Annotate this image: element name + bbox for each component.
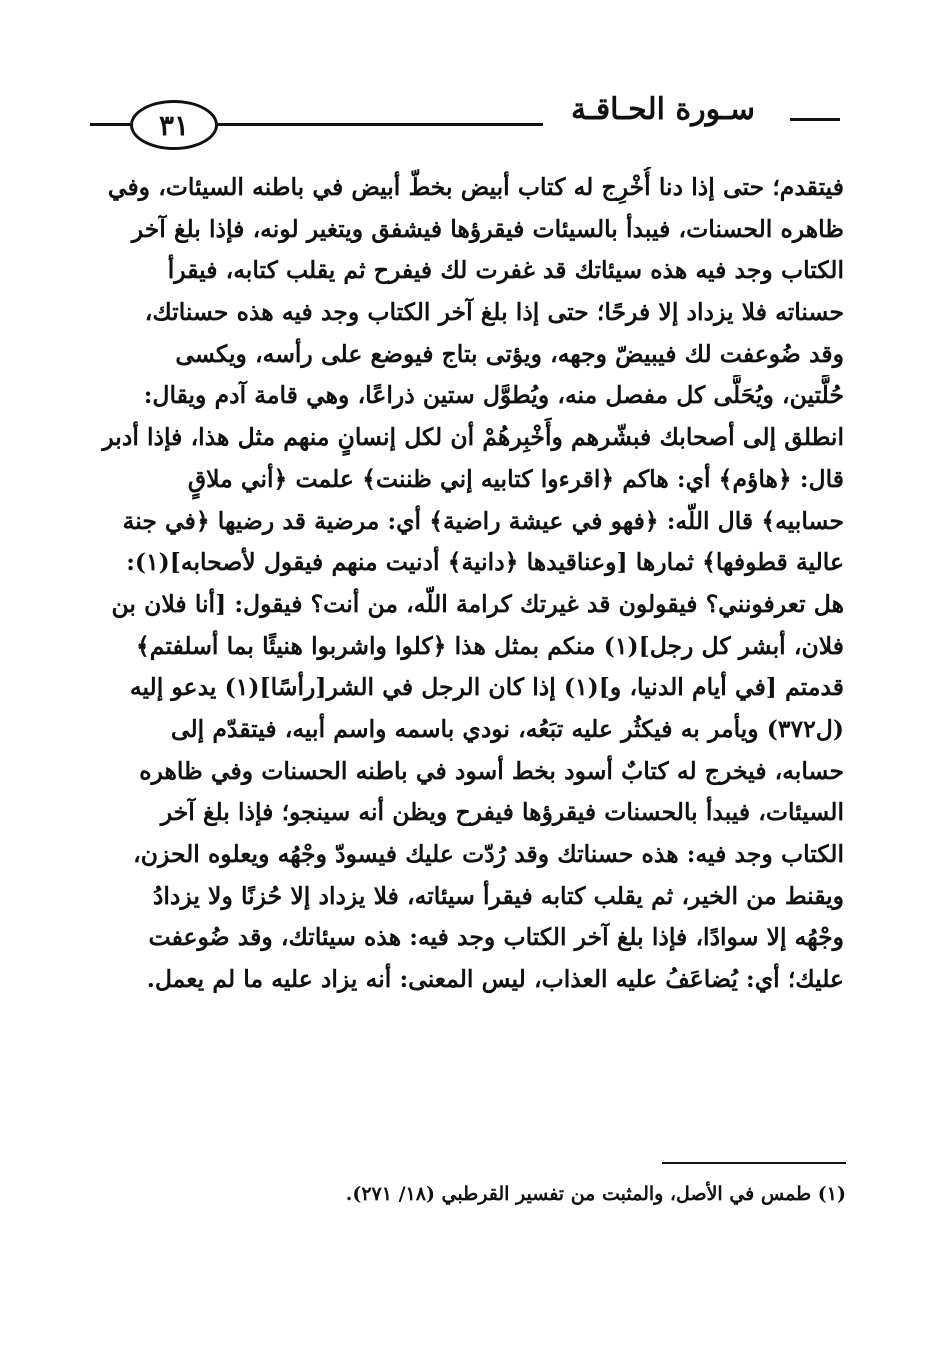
text-line: ويقنط من الخير، ثم يقلب كتابه فيقرأ سيئاته، فلا يزداد إلا حُزنًا ولا يزدادُ [152, 881, 844, 910]
text-line: ظاهره الحسنات، فيبدأ بالسيئات فيقرؤها فيشفق ويتغير لونه، فإذا بلغ آخر [131, 214, 844, 243]
surah-title: سـورة الحـاقـة [570, 92, 756, 127]
text-line: هل تعرفونني؟ فيقولون قد غيرتك كرامة اللّه، من أنت؟ فيقول: [أنا فلان بن [111, 589, 844, 618]
footnote-separator [662, 1162, 846, 1164]
text-line: فلان، أبشر كل رجل](١) منكم بمثل هذا ﴿كلوا واشربوا هنيئًا بما أسلفتم﴾ [136, 631, 844, 660]
footnote: (١) طمس في الأصل، والمثبت من تفسير القرطبي (١٨/ ٢٧١). [345, 1183, 846, 1205]
header-rule-right [790, 118, 840, 121]
text-line: قال: ﴿هاؤم﴾ أي: هاكم ﴿اقرءوا كتابيه إني ظننت﴾ علمت ﴿أني ملاقٍ [187, 464, 844, 493]
text-line: فيتقدم؛ حتى إذا دنا أُخْرِج له كتاب أبيض بخطّ أبيض في باطنه السيئات، وفي [107, 173, 844, 201]
text-line: وجْهُه إلا سوادًا، فإذا بلغ آخر الكتاب وجد فيه: هذه سيئاتك، وقد ضُوعفت [148, 923, 844, 952]
header-rule-left [90, 123, 130, 126]
text-line: الكتاب وجد فيه هذه سيئاتك قد غفرت لك فيفرح ثم يقلب كتابه، فيقرأ [167, 256, 844, 285]
text-line: عليك؛ أي: يُضاعَفُ عليه العذاب، ليس المعنى: أنه يزاد عليه ما لم يعمل. [146, 965, 844, 994]
text-line: السيئات، فيبدأ بالحسنات فيقرؤها فيفرح ويظن أنه سينجو؛ فإذا بلغ آخر [160, 798, 844, 827]
text-line: انطلق إلى أصحابك فبشّرهم وأَخْبِرهُمْ أن لكل إنسانٍ منهم مثل هذا، فإذا أدبر [102, 423, 844, 452]
page-number: ٣١ [130, 100, 218, 150]
body-text [92, 167, 844, 1001]
page-header [0, 0, 941, 170]
text-line: قدمتم [في أيام الدنيا، و](١) إذا كان الرجل في الشر[رأسًا](١) يدعو إليه [129, 673, 844, 702]
text-line: حسابه، فيخرج له كتابٌ أسود بخط أسود في باطنه الحسنات وفي ظاهره [139, 756, 844, 785]
text-line: عالية قطوفها﴾ ثمارها [وعناقيدها ﴿دانية﴾ أدنيت منهم فيقول لأصحابه](١): [126, 548, 844, 577]
text-line: وقد ضُوعفت لك فيبيضّ وجهه، ويؤتى بتاج فيوضع على رأسه، ويكسى [175, 339, 844, 368]
text-line: الكتاب وجد فيه: هذه حسناتك وقد رُدّت عليك فيسودّ وجْهُه ويعلوه الحزن، [133, 840, 844, 868]
text-line: حسابيه﴾ قال اللّه: ﴿فهو في عيشة راضية﴾ أي: مرضية قد رضيها ﴿في جنة [122, 506, 844, 535]
text-line: حسناته فلا يزداد إلا فرحًا؛ حتى إذا بلغ آخر الكتاب وجد فيه هذه حسناتك، [144, 298, 844, 327]
header-rule-middle [218, 123, 543, 126]
text-line: حُلَّتين، ويُحَلَّى كل مفصل منه، ويُطوَّل ستين ذراعًا، وهي قامة آدم ويقال: [143, 381, 844, 410]
text-line: (ل٣٧٢) ويأمر به فيكثُر عليه تبَعُه، نودي باسمه واسم أبيه، فيتقدّم إلى [170, 714, 844, 743]
